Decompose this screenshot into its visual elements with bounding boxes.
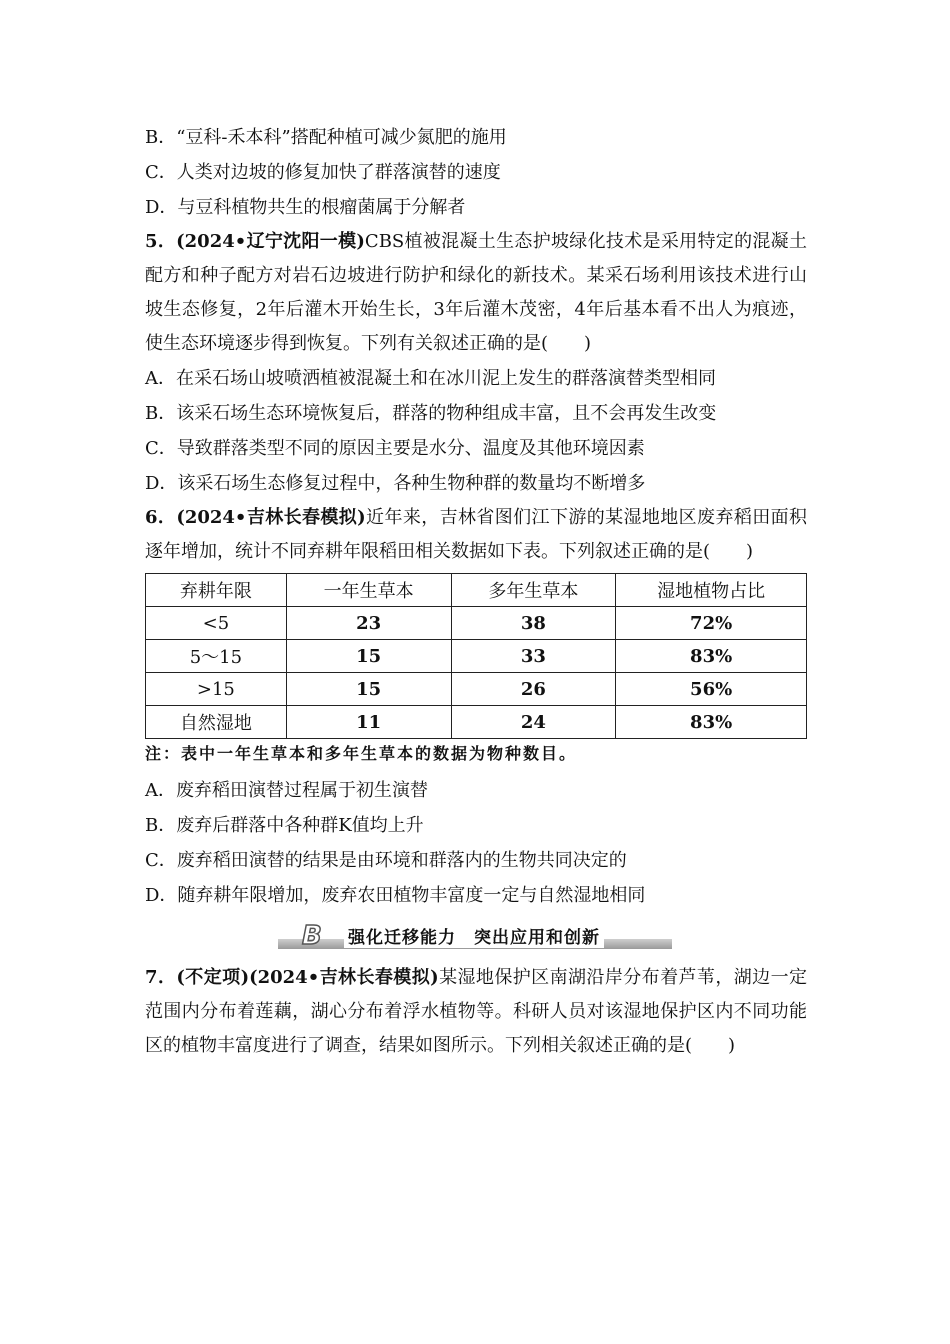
table-cell: 23 xyxy=(286,607,451,640)
section-title: 强化迁移能力 突出应用和创新 xyxy=(344,923,604,948)
question-5 xyxy=(145,225,807,361)
table-cell: 72% xyxy=(616,607,807,640)
page-content xyxy=(145,120,807,1063)
q5-stem: CBS植被混凝土生态护坡绿化技术是采用特定的混凝土配方和种子配方对岩石边坡进行防护和绿化的新技术。某采石场利用该技术进行山坡生态修复，2年后灌木开始生长，3年后灌木茂密，4年后基本看不出人为痕迹，使生态环境逐步得到恢复。下列有关叙述正确的是( ) xyxy=(145,231,807,354)
table-cell: >15 xyxy=(146,673,287,706)
table-cell: 83% xyxy=(616,640,807,673)
table-cell: 自然湿地 xyxy=(146,706,287,739)
table-row xyxy=(146,706,807,739)
table-header-row xyxy=(146,574,807,607)
table-row xyxy=(146,607,807,640)
q6-source: (2024•吉林长春模拟) xyxy=(176,507,366,528)
table-cell: 83% xyxy=(616,706,807,739)
q6-option-c: C．废弃稻田演替的结果是由环境和群落内的生物共同决定的 xyxy=(145,850,627,871)
q6-option-d: D．随弃耕年限增加，废弃农田植物丰富度一定与自然湿地相同 xyxy=(145,885,646,906)
q6-stem: 近年来，吉林省图们江下游的某湿地地区废弃稻田面积逐年增加，统计不同弃耕年限稻田相关数据如下表。下列叙述正确的是( ) xyxy=(145,507,807,562)
table-cell: 15 xyxy=(286,673,451,706)
table-cell: 56% xyxy=(616,673,807,706)
q5-option-a: A．在采石场山坡喷洒植被混凝土和在冰川泥上发生的群落演替类型相同 xyxy=(145,368,716,389)
abandonment-table xyxy=(145,573,807,739)
q5-option-c: C．导致群落类型不同的原因主要是水分、温度及其他环境因素 xyxy=(145,438,645,459)
table-cell: 26 xyxy=(451,673,616,706)
table-cell: 5～15 xyxy=(146,640,287,673)
q4-option-b: B．“豆科-禾本科”搭配种植可减少氮肥的施用 xyxy=(145,127,507,148)
q5-option-d: D．该采石场生态修复过程中，各种生物种群的数量均不断增多 xyxy=(145,473,646,494)
table-header: 湿地植物占比 xyxy=(616,574,807,607)
table-row xyxy=(146,640,807,673)
q7-source: (不定项)(2024•吉林长春模拟) xyxy=(176,967,439,988)
table-cell: <5 xyxy=(146,607,287,640)
question-7 xyxy=(145,961,807,1063)
section-letter-icon: B xyxy=(302,921,322,951)
q7-number: 7． xyxy=(145,967,177,988)
table-cell: 24 xyxy=(451,706,616,739)
table-cell: 38 xyxy=(451,607,616,640)
section-banner xyxy=(278,923,672,949)
q6-number: 6． xyxy=(145,507,177,528)
question-6 xyxy=(145,501,807,569)
q6-option-a: A．废弃稻田演替过程属于初生演替 xyxy=(145,780,428,801)
table-header: 多年生草本 xyxy=(451,574,616,607)
q4-option-c: C．人类对边坡的修复加快了群落演替的速度 xyxy=(145,162,501,183)
table-note: 注：表中一年生草本和多年生草本的数据为物种数目。 xyxy=(145,744,578,763)
table-cell: 33 xyxy=(451,640,616,673)
q6-option-b: B．废弃后群落中各种群K值均上升 xyxy=(145,815,424,836)
table-header: 一年生草本 xyxy=(286,574,451,607)
q5-source: (2024•辽宁沈阳一模) xyxy=(176,231,365,252)
q4-option-d: D．与豆科植物共生的根瘤菌属于分解者 xyxy=(145,197,466,218)
q5-number: 5． xyxy=(145,231,177,252)
q7-stem: 某湿地保护区南湖沿岸分布着芦苇，湖边一定范围内分布着莲藕，湖心分布着浮水植物等。科研人员对该湿地保护区内不同功能区的植物丰富度进行了调查，结果如图所示。下列相关叙述正确的是( ) xyxy=(145,967,808,1056)
table-header: 弃耕年限 xyxy=(146,574,287,607)
table-cell: 11 xyxy=(286,706,451,739)
table-cell: 15 xyxy=(286,640,451,673)
table-row xyxy=(146,673,807,706)
q5-option-b: B．该采石场生态环境恢复后，群落的物种组成丰富，且不会再发生改变 xyxy=(145,403,717,424)
